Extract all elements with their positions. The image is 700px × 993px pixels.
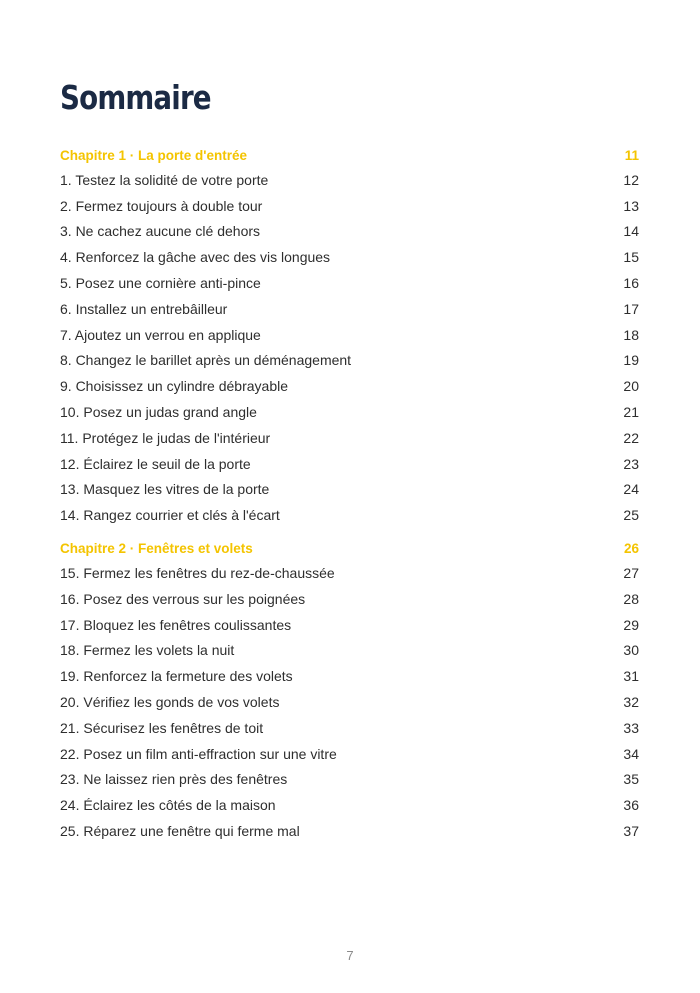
toc-entry-page: 17 xyxy=(623,300,639,317)
chapter-page: 11 xyxy=(624,147,639,163)
toc-entry-label: 11. Protégez le judas de l'intérieur xyxy=(60,429,271,446)
toc-entry[interactable] xyxy=(60,451,639,477)
toc-entry-page: 27 xyxy=(623,565,639,582)
chapter-2 xyxy=(60,536,639,844)
toc-entry-label: 13. Masquez les vitres de la porte xyxy=(60,481,270,498)
page-number: 7 xyxy=(346,948,354,963)
toc-entry[interactable] xyxy=(60,638,639,664)
toc-entry[interactable] xyxy=(60,741,639,767)
toc-entry[interactable] xyxy=(60,296,639,322)
toc-entry[interactable] xyxy=(60,193,639,219)
toc-entry-label: 5. Posez une cornière anti-pince xyxy=(60,275,261,292)
toc-entry-page: 20 xyxy=(623,378,639,395)
toc-entry[interactable] xyxy=(60,792,639,818)
toc-entry-page: 32 xyxy=(623,694,639,711)
toc-entry-label: 10. Posez un judas grand angle xyxy=(60,404,257,421)
toc-entry-page: 25 xyxy=(623,507,639,524)
toc-entry-page: 13 xyxy=(623,197,639,214)
toc-entry[interactable] xyxy=(60,373,639,399)
toc-entry-label: 24. Éclairez les côtés de la maison xyxy=(60,797,276,814)
toc-entry[interactable] xyxy=(60,167,639,193)
toc-entry-page: 15 xyxy=(623,249,639,266)
chapter-heading[interactable] xyxy=(60,536,639,560)
toc-entry[interactable] xyxy=(60,663,639,689)
toc-entry[interactable] xyxy=(60,715,639,741)
toc-entry-page: 18 xyxy=(623,326,639,343)
chapter-title: Chapitre 2 · Fenêtres et volets xyxy=(60,540,253,556)
toc-entry-page: 24 xyxy=(623,481,639,498)
toc-entry-page: 33 xyxy=(623,719,639,736)
toc-entry-page: 36 xyxy=(623,797,639,814)
toc-entry[interactable] xyxy=(60,270,639,296)
toc-entry-page: 21 xyxy=(623,404,639,421)
toc-entry[interactable] xyxy=(60,348,639,374)
toc-entry[interactable] xyxy=(60,560,639,586)
toc-entry-page: 16 xyxy=(623,275,639,292)
toc-entry[interactable] xyxy=(60,502,639,528)
toc-entry-page: 30 xyxy=(623,642,639,659)
toc-entry-page: 35 xyxy=(623,771,639,788)
toc-entry-page: 34 xyxy=(623,745,639,762)
toc-entry[interactable] xyxy=(60,586,639,612)
toc-entry[interactable] xyxy=(60,689,639,715)
toc-entry[interactable] xyxy=(60,322,639,348)
toc-entry[interactable] xyxy=(60,818,639,844)
toc-entry-label: 25. Réparez une fenêtre qui ferme mal xyxy=(60,823,300,840)
toc-entry-label: 4. Renforcez la gâche avec des vis longues xyxy=(60,249,331,266)
chapter-title: Chapitre 1 · La porte d'entrée xyxy=(60,147,247,163)
toc-entry-page: 37 xyxy=(623,823,639,840)
toc-entry-label: 12. Éclairez le seuil de la porte xyxy=(60,455,251,472)
toc-entry-label: 17. Bloquez les fenêtres coulissantes xyxy=(60,616,292,633)
toc-entry-label: 22. Posez un film anti-effraction sur une vitre xyxy=(60,745,337,762)
toc-entry-page: 14 xyxy=(623,223,639,240)
table-of-contents xyxy=(60,143,639,852)
toc-entry-label: 8. Changez le barillet après un déménagement xyxy=(60,352,352,369)
page-title: Sommaire xyxy=(60,78,211,117)
toc-entry-label: 16. Posez des verrous sur les poignées xyxy=(60,590,306,607)
toc-entry[interactable] xyxy=(60,219,639,245)
chapter-heading[interactable] xyxy=(60,143,639,167)
toc-entry[interactable] xyxy=(60,612,639,638)
toc-entry-label: 1. Testez la solidité de votre porte xyxy=(60,171,269,188)
toc-entry-page: 29 xyxy=(623,616,639,633)
toc-entry-label: 20. Vérifiez les gonds de vos volets xyxy=(60,694,280,711)
toc-entry[interactable] xyxy=(60,767,639,793)
toc-entry-page: 22 xyxy=(623,429,639,446)
toc-entry[interactable] xyxy=(60,244,639,270)
chapter-page: 26 xyxy=(623,540,639,556)
toc-entry-label: 6. Installez un entrebâilleur xyxy=(60,300,228,317)
toc-entry[interactable] xyxy=(60,399,639,425)
toc-entry-label: 19. Renforcez la fermeture des volets xyxy=(60,668,293,685)
toc-entry-label: 2. Fermez toujours à double tour xyxy=(60,197,263,214)
toc-entry[interactable] xyxy=(60,477,639,503)
toc-entry-label: 9. Choisissez un cylindre débrayable xyxy=(60,378,289,395)
toc-entry-label: 3. Ne cachez aucune clé dehors xyxy=(60,223,261,240)
toc-entry-page: 31 xyxy=(623,668,639,685)
toc-entry-page: 19 xyxy=(623,352,639,369)
toc-entry-label: 18. Fermez les volets la nuit xyxy=(60,642,235,659)
toc-entry-label: 14. Rangez courrier et clés à l'écart xyxy=(60,507,280,524)
toc-entry-page: 28 xyxy=(623,590,639,607)
toc-entry-label: 15. Fermez les fenêtres du rez-de-chaussée xyxy=(60,565,335,582)
toc-entry-label: 21. Sécurisez les fenêtres de toit xyxy=(60,719,264,736)
toc-entry-label: 23. Ne laissez rien près des fenêtres xyxy=(60,771,288,788)
toc-entry-page: 23 xyxy=(623,455,639,472)
toc-entry-label: 7. Ajoutez un verrou en applique xyxy=(60,326,261,343)
toc-entry[interactable] xyxy=(60,425,639,451)
chapter-1 xyxy=(60,143,639,528)
toc-entry-page: 12 xyxy=(623,171,639,188)
